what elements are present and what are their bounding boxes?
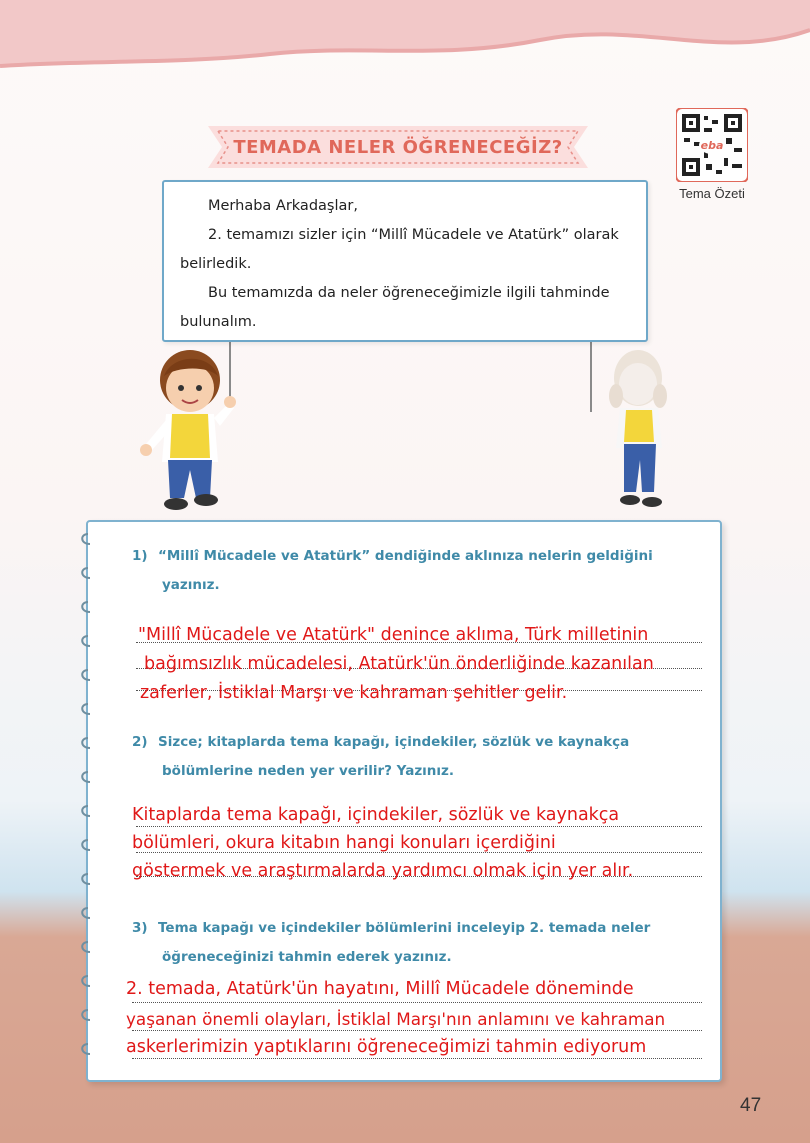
intro-line-1: 2. temamızı sizler için “Millî Mücadele ve Atatürk” olarak belirledik. bbox=[180, 227, 619, 272]
question-2-text-cont: bölümlerine neden yer verilir? Yazınız. bbox=[162, 763, 455, 779]
top-wave-decoration bbox=[0, 0, 810, 90]
qr-logo: eba bbox=[700, 139, 724, 152]
answer-1-line-2[interactable]: bağımsızlık mücadelesi, Atatürk'ün önderliğinde kazanılan bbox=[144, 654, 654, 674]
question-3-number: 3) bbox=[132, 920, 148, 936]
question-3-text-cont: öğreneceğinizi tahmin ederek yazınız. bbox=[162, 949, 452, 965]
notebook-spiral bbox=[76, 528, 106, 1068]
title-banner bbox=[208, 124, 588, 170]
intro-line-2: Bu temamızda da neler öğreneceğimizle ilgili tahminde bulunalım. bbox=[180, 285, 610, 330]
question-2-number: 2) bbox=[132, 734, 148, 750]
greeting-text: Merhaba Arkadaşlar, bbox=[208, 198, 358, 214]
answer-3-line-1[interactable]: 2. temada, Atatürk'ün hayatını, Millî Mücadele döneminde bbox=[126, 979, 634, 999]
question-1-number: 1) bbox=[132, 548, 148, 564]
question-3 bbox=[132, 914, 702, 972]
qr-label: Tema Özeti bbox=[679, 186, 745, 201]
sign-pole-right bbox=[590, 342, 592, 412]
answer-3-line-2[interactable]: yaşanan önemli olayları, İstiklal Marşı'nın anlamını ve kahraman bbox=[126, 1009, 666, 1029]
answer-2-line-3[interactable]: göstermek ve araştırmalarda yardımcı olmak için yer alır. bbox=[132, 861, 634, 881]
page-number: 47 bbox=[740, 1095, 762, 1116]
answer-2-line-1[interactable]: Kitaplarda tema kapağı, içindekiler, sözlük ve kaynakça bbox=[132, 805, 620, 825]
question-2-text: Sizce; kitaplarda tema kapağı, içindekiler, sözlük ve kaynakça bbox=[158, 734, 630, 750]
girl-illustration bbox=[598, 344, 688, 514]
intro-sign bbox=[162, 180, 648, 342]
qr-code[interactable] bbox=[676, 108, 748, 182]
answer-1-line-1[interactable]: "Millî Mücadele ve Atatürk" denince aklıma, Türk milletinin bbox=[138, 625, 649, 645]
question-1-text: “Millî Mücadele ve Atatürk” dendiğinde aklınıza nelerin geldiğini bbox=[158, 548, 653, 564]
answer-1-line-3[interactable]: zaferler, İstiklal Marşı ve kahraman şehitler gelir. bbox=[140, 683, 568, 703]
boy-illustration bbox=[132, 344, 244, 516]
question-1 bbox=[132, 542, 702, 600]
page-title: TEMADA NELER ÖĞRENECEĞİZ? bbox=[233, 136, 563, 158]
question-2 bbox=[132, 728, 702, 786]
answer-2-line-2[interactable]: bölümleri, okura kitabın hangi konuları içerdiğini bbox=[132, 833, 556, 853]
answer-3-line-3[interactable]: askerlerimizin yaptıklarını öğreneceğimizi tahmin ediyorum bbox=[126, 1037, 647, 1057]
question-3-text: Tema kapağı ve içindekiler bölümlerini inceleyip 2. temada neler bbox=[158, 920, 651, 936]
question-1-text-cont: yazınız. bbox=[162, 577, 220, 593]
